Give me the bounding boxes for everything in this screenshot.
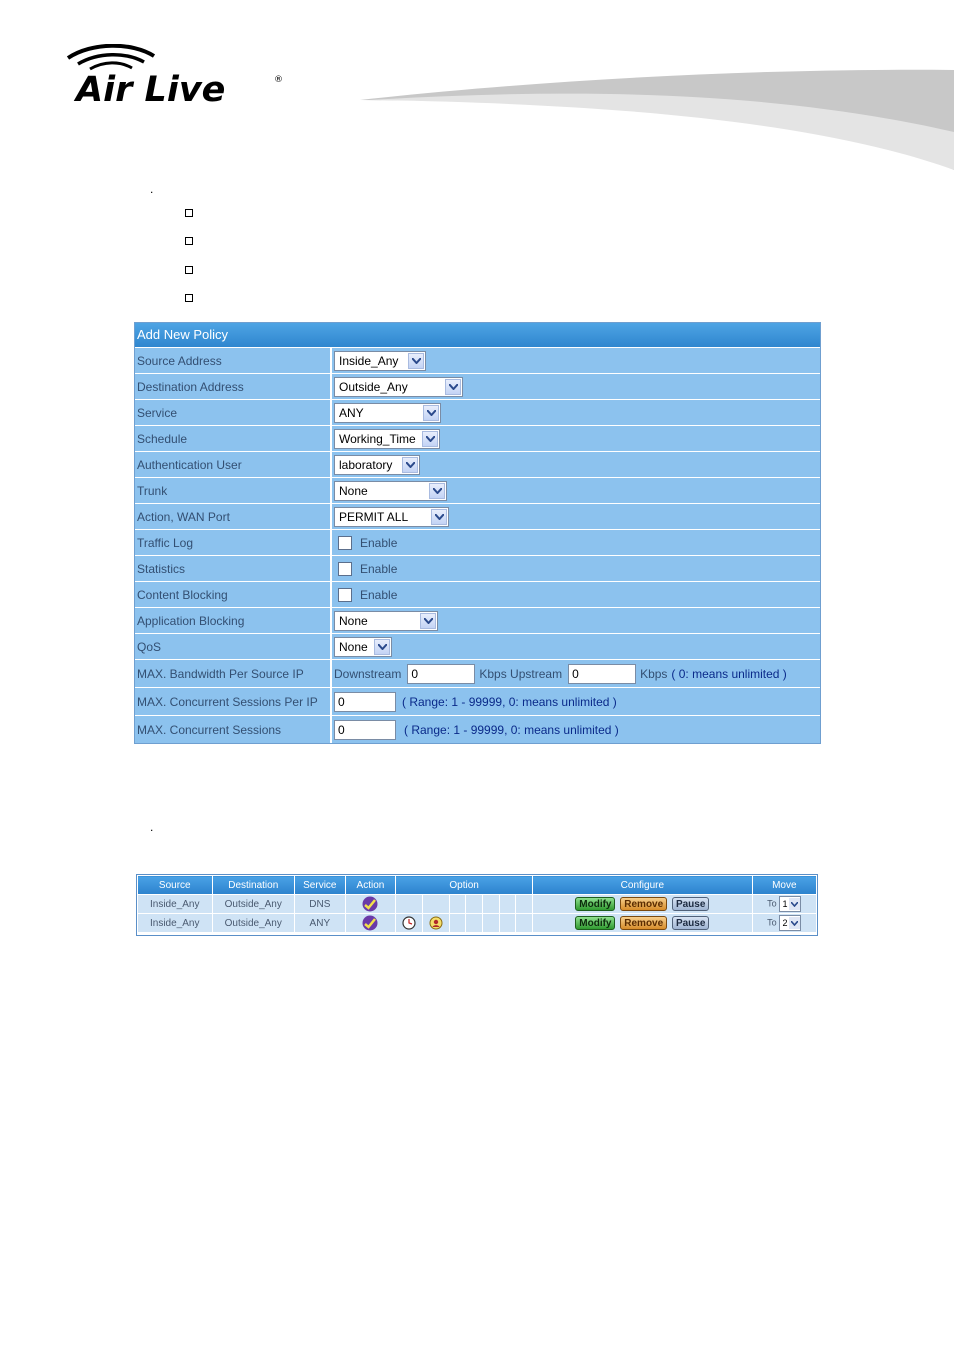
bullet-square: [185, 237, 193, 245]
destination-address-select[interactable]: Outside_Any: [334, 377, 463, 397]
permit-icon: [362, 915, 378, 931]
add-new-policy-form: [134, 322, 821, 744]
col-option: Option: [396, 876, 533, 895]
schedule-select[interactable]: Working_Time: [334, 429, 440, 449]
action-wan-port-label: Action, WAN Port: [135, 504, 330, 529]
modify-button[interactable]: Modify: [575, 897, 615, 911]
cell-source: Inside_Any: [138, 895, 213, 914]
table-row: [138, 895, 817, 914]
col-configure: Configure: [533, 876, 753, 895]
col-destination: Destination: [212, 876, 295, 895]
row-authentication-user: [135, 451, 820, 477]
application-blocking-select[interactable]: None: [334, 611, 438, 631]
chevron-down-icon: [431, 509, 447, 525]
upstream-input[interactable]: 0: [568, 664, 636, 684]
col-move: Move: [752, 876, 816, 895]
service-select[interactable]: ANY: [334, 403, 441, 423]
chevron-down-icon: [408, 353, 424, 369]
policy-list-table: [137, 875, 817, 933]
content-blocking-label: Content Blocking: [135, 582, 330, 607]
airlive-logo: [62, 44, 292, 106]
pause-button[interactable]: Pause: [672, 916, 709, 930]
service-label: Service: [135, 400, 330, 425]
application-blocking-label: Application Blocking: [135, 608, 330, 633]
row-max-bandwidth: [135, 659, 820, 687]
bullet-dot: .: [150, 182, 154, 196]
row-application-blocking: [135, 607, 820, 633]
max-sessions-input[interactable]: 0: [334, 720, 396, 740]
row-statistics: [135, 555, 820, 581]
traffic-log-label: Traffic Log: [135, 530, 330, 555]
chevron-down-icon: [423, 405, 439, 421]
cell-source: Inside_Any: [138, 914, 213, 933]
table-row: [138, 914, 817, 933]
chevron-down-icon: [789, 898, 800, 910]
row-trunk: [135, 477, 820, 503]
row-source-address: [135, 347, 820, 373]
remove-button[interactable]: Remove: [620, 916, 667, 930]
auth-user-icon: [429, 916, 443, 930]
qos-select[interactable]: None: [334, 637, 392, 657]
bullet-square: [185, 209, 193, 217]
trunk-select[interactable]: None: [334, 481, 447, 501]
statistics-label: Statistics: [135, 556, 330, 581]
chevron-down-icon: [445, 379, 461, 395]
pause-button[interactable]: Pause: [672, 897, 709, 911]
bullet-square: [185, 294, 193, 302]
authentication-user-label: Authentication User: [135, 452, 330, 477]
content-blocking-enable-label: Enable: [360, 587, 398, 602]
svg-text:Air Live: Air Live: [76, 70, 226, 106]
statistics-enable-label: Enable: [360, 561, 398, 576]
chevron-down-icon: [789, 917, 800, 929]
chevron-down-icon: [420, 613, 436, 629]
col-action: Action: [345, 876, 396, 895]
chevron-down-icon: [402, 457, 418, 473]
row-qos: [135, 633, 820, 659]
max-bandwidth-label: MAX. Bandwidth Per Source IP: [135, 660, 330, 687]
chevron-down-icon: [429, 483, 445, 499]
cell-destination: Outside_Any: [212, 914, 295, 933]
move-to-label: To: [767, 917, 777, 928]
chevron-down-icon: [422, 431, 438, 447]
clock-icon: [402, 916, 416, 930]
max-sessions-per-ip-label: MAX. Concurrent Sessions Per IP: [135, 688, 330, 715]
traffic-log-checkbox[interactable]: [338, 536, 352, 550]
row-service: [135, 399, 820, 425]
source-address-select[interactable]: Inside_Any: [334, 351, 426, 371]
max-sessions-per-ip-input[interactable]: 0: [334, 692, 396, 712]
remove-button[interactable]: Remove: [620, 897, 667, 911]
col-service: Service: [295, 876, 346, 895]
bullet-square: [185, 266, 193, 274]
max-sessions-per-ip-hint: ( Range: 1 - 99999, 0: means unlimited ): [402, 694, 617, 709]
move-to-label: To: [767, 898, 777, 909]
table-header-row: [138, 876, 817, 895]
destination-address-label: Destination Address: [135, 374, 330, 399]
col-source: Source: [138, 876, 213, 895]
move-select[interactable]: 2: [779, 915, 801, 931]
upstream-label: Kbps Upstream: [479, 666, 563, 681]
cell-service: DNS: [295, 895, 346, 914]
permit-icon: [362, 896, 378, 912]
row-content-blocking: [135, 581, 820, 607]
bullet-dot: .: [150, 820, 154, 834]
statistics-checkbox[interactable]: [338, 562, 352, 576]
row-schedule: [135, 425, 820, 451]
traffic-log-enable-label: Enable: [360, 535, 398, 550]
row-destination-address: [135, 373, 820, 399]
cell-destination: Outside_Any: [212, 895, 295, 914]
modify-button[interactable]: Modify: [575, 916, 615, 930]
authentication-user-select[interactable]: laboratory: [334, 455, 420, 475]
row-traffic-log: [135, 529, 820, 555]
row-max-sessions: [135, 715, 820, 743]
move-select[interactable]: 1: [779, 896, 801, 912]
bandwidth-hint: ( 0: means unlimited ): [671, 666, 787, 681]
qos-label: QoS: [135, 634, 330, 659]
form-title: Add New Policy: [135, 323, 820, 347]
schedule-label: Schedule: [135, 426, 330, 451]
downstream-label: Downstream: [334, 666, 402, 681]
max-sessions-label: MAX. Concurrent Sessions: [135, 716, 330, 743]
action-wan-port-select[interactable]: PERMIT ALL: [334, 507, 449, 527]
content-blocking-checkbox[interactable]: [338, 588, 352, 602]
downstream-input[interactable]: 0: [407, 664, 475, 684]
trunk-label: Trunk: [135, 478, 330, 503]
row-action-wan-port: [135, 503, 820, 529]
max-sessions-hint: ( Range: 1 - 99999, 0: means unlimited ): [404, 722, 619, 737]
source-address-label: Source Address: [135, 348, 330, 373]
svg-text:®: ®: [274, 75, 283, 85]
row-max-sessions-per-ip: [135, 687, 820, 715]
header-swoosh: [340, 60, 954, 180]
chevron-down-icon: [374, 639, 390, 655]
kbps-unit-label: Kbps: [640, 666, 668, 681]
cell-service: ANY: [295, 914, 346, 933]
